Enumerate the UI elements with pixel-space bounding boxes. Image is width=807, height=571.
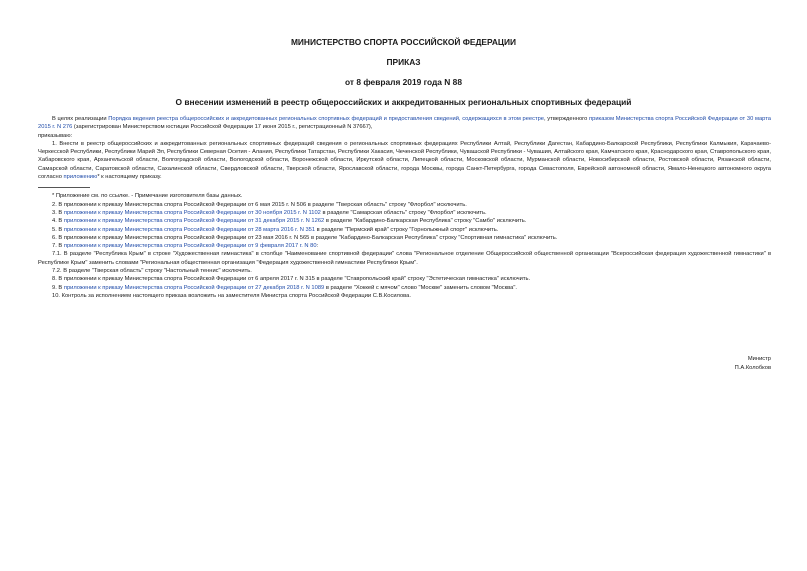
item-text: в разделе "Самарская область" строку "Флорбол" исключить. xyxy=(320,209,487,216)
list-item xyxy=(38,201,771,209)
list-item xyxy=(38,217,771,225)
item-text: : xyxy=(316,243,319,250)
list-item xyxy=(38,267,771,275)
order-link[interactable]: приложении к приказу Министерства спорта Российской Федерации от 27 декабря 2018 г. N 1089 xyxy=(63,284,325,291)
item-1-tail: * к настоящему приказу. xyxy=(97,174,162,181)
item-text: в разделе "Хоккей с мячом" слово "Москве" заменить словом "Москва". xyxy=(324,284,517,291)
item-text: 2. В приложении к приказу Министерства спорта Российской Федерации от 6 мая 2015 г. N 506 в разделе "Тверская область" строку "Флорбол" исключить. xyxy=(52,201,467,208)
item-text: 5. В xyxy=(52,226,64,233)
item-text: 6. В приложении к приказу Министерства спорта Российской Федерации от 23 мая 2016 г. N 565 в разделе "Кабардино-Балкарская Республика" строку "Спортивная гимнастика" исключить. xyxy=(52,234,558,241)
doc-type-heading: ПРИКАЗ xyxy=(386,57,421,67)
procedure-link[interactable]: Порядка ведения реестра общероссийских и аккредитованных региональных спортивных федераций и предоставления сведений, содержащихся в этом реестре xyxy=(108,116,544,122)
list-item xyxy=(38,209,771,217)
item-text: 10. Контроль за исполнением настоящего приказа возложить на заместителя Министра спорта Российской Федерации С.В.Косилова. xyxy=(52,292,411,299)
date-number-heading: от 8 февраля 2019 года N 88 xyxy=(345,77,462,87)
signature-name: П.А.Колобков xyxy=(734,365,771,371)
item-text: 8. В приложении к приказу Министерства спорта Российской Федерации от 6 апреля 2017 г. N 315 в разделе "Ставропольский край" строку "Эстетическая гимнастика" исключить. xyxy=(52,276,531,283)
item-text: 3. В xyxy=(52,209,64,216)
footnote-divider xyxy=(38,187,90,188)
items-list xyxy=(38,201,771,301)
intro-text: , утвержденного xyxy=(544,116,590,122)
list-item xyxy=(38,226,771,234)
item-1 xyxy=(38,140,771,181)
intro-text: (зарегистрирован Министерством юстиции Российской Федерации 17 июня 2015 г., регистрационный N 37667), xyxy=(72,124,373,131)
footnote: * Приложение см. по ссылке. - Примечание изготовителя базы данных. xyxy=(52,193,243,200)
item-text: в разделе "Кабардино-Балкарская Республика" строку "Самбо" исключить. xyxy=(324,218,527,225)
item-text: 7.1. В разделе "Республика Крым" в строке "Художественная гимнастика" в столбце "Наименование спортивной федерации" слова "Региональное отделение Общероссийской общественной организации "Всероссийская федерация художественной гимнастики" в Республике Крым" заменить словами "Региональная общественная организация "Федерация художественной гимнастики Республики Крым". xyxy=(38,251,771,266)
item-text: 7. В xyxy=(52,243,64,250)
list-item xyxy=(38,292,771,300)
list-item xyxy=(38,275,771,283)
item-text: в разделе "Пермский край" строку "Горнолыжный спорт" исключить. xyxy=(315,226,499,233)
intro-paragraph xyxy=(38,115,771,132)
order-link[interactable]: приложении к приказу Министерства спорта Российской Федерации от 28 марта 2016 г. N 351 xyxy=(63,226,316,233)
item-text: 7.2. В разделе "Тверская область" строку "Настольный теннис" исключить. xyxy=(52,268,252,275)
document-title: О внесении изменений в реестр общероссийских и аккредитованных региональных спортивных федераций xyxy=(175,97,632,107)
ministry-heading: МИНИСТЕРСТВО СПОРТА РОССИЙСКОЙ ФЕДЕРАЦИИ xyxy=(290,37,517,47)
document-body xyxy=(38,115,771,300)
item-1-text: 1. Внести в реестр общероссийских и аккредитованных региональных спортивных федераций сведения о региональных спортивных федерациях Республики Алтай, Республики Дагестан, Кабардино-Балкарской Республики, Республики Калмыкия, Карачаево-Черкесской Республики, Республики Марий Эл, Республики Северная Осетия - Алания, Республики Татарстан, Республики Хакасия, Чеченской Республики, Чувашской Республики - Чувашия, Алтайского края, Камчатского края, Краснодарского края, Ставропольского края, Хабаровского края, Архангельской области, Волгоградской области, Вологодской области, Воронежской области, Иркутской области, Липецкой области, Московской области, Мурманской области, Новосибирской области, Ростовской области, Рязанской области, Самарской области, Саратовской области, Сахалинской области, Свердловской области, Тверской области, Ярославской области, города Москвы, города Санкт-Петербурга, города Севастополя, Еврейской автономной области, Ямало-Ненецкого автономного округа согласно xyxy=(38,140,771,181)
order-link[interactable]: приложении к приказу Министерства спорта Российской Федерации от 31 декабря 2015 г. N 1262 xyxy=(63,218,325,225)
order-link[interactable]: приложении к приказу Министерства спорта Российской Федерации от 9 февраля 2017 г. N 80 xyxy=(63,243,317,250)
item-text: 4. В xyxy=(52,218,64,225)
list-item xyxy=(38,234,771,242)
list-item xyxy=(38,242,771,250)
list-item xyxy=(38,284,771,292)
order-link[interactable]: приложении к приказу Министерства спорта Российской Федерации от 30 ноября 2015 г. N 1102 xyxy=(63,209,321,216)
order-word: приказываю: xyxy=(38,132,73,139)
list-item xyxy=(38,250,771,267)
intro-text: В целях реализации xyxy=(52,116,109,122)
signature-block xyxy=(735,355,771,373)
order-276-link[interactable]: приказом Министерства спорта Российской Федерации от 30 марта 2015 г. N 276 xyxy=(38,116,771,131)
item-text: 9. В xyxy=(52,284,64,291)
signature-position: Министр xyxy=(747,356,771,362)
appendix-link[interactable]: приложению xyxy=(63,174,98,181)
